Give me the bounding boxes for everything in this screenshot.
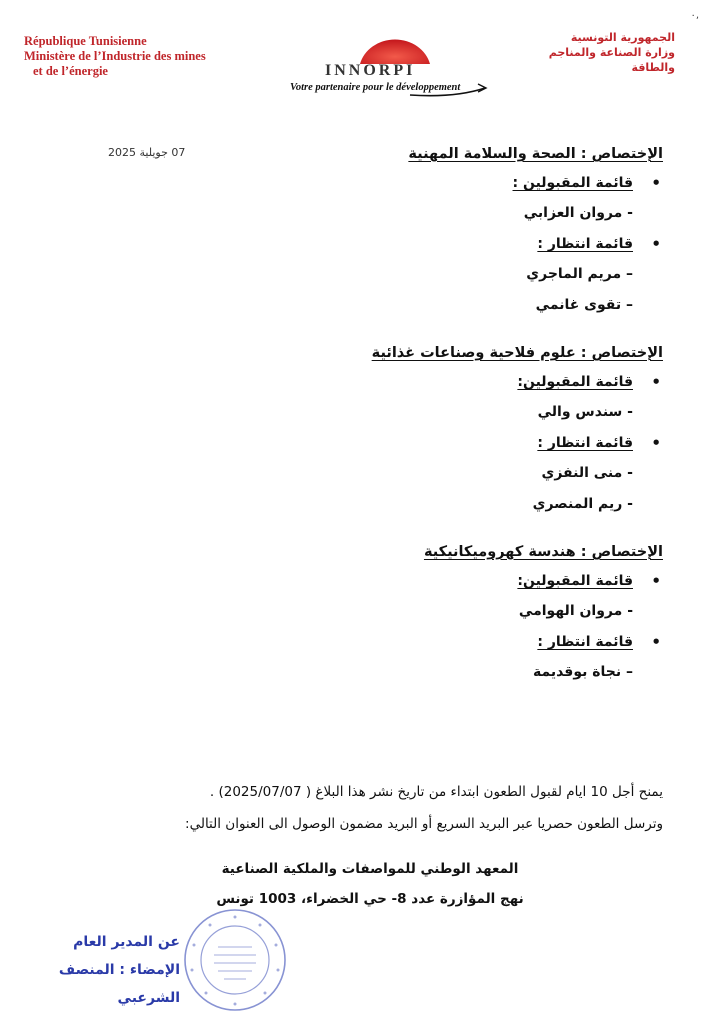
header-ar-line3: والطاقة — [631, 61, 675, 74]
signature-block — [30, 928, 180, 1012]
header-fr-line1: République Tunisienne — [24, 34, 147, 48]
document-date: 07 جويلية 2025 — [108, 146, 186, 159]
waiting-name: – تقوى غانمي — [535, 297, 633, 313]
waiting-list-label: قائمة انتظار : • — [103, 627, 633, 657]
results-list — [103, 140, 663, 688]
accepted-list-label: قائمة المقبولين : • — [103, 168, 633, 198]
waiting-list-label: قائمة انتظار : • — [103, 428, 633, 458]
notice-line1: يمنح أجل 10 ايام لقبول الطعون ابتداء من تاريخ نشر هذا البلاغ ( 2025/07/07) . — [209, 784, 663, 800]
official-stamp-icon — [180, 905, 290, 1015]
specialty-section — [103, 538, 663, 688]
address-line1: المعهد الوطني للمواصفات والملكية الصناعية — [221, 861, 519, 877]
specialty-section — [103, 140, 663, 321]
logo-tagline: Votre partenaire pour le développement — [290, 82, 461, 93]
waiting-name: – نجاة بوقديمة — [532, 664, 633, 680]
notice-line2: وترسل الطعون حصريا عبر البريد السريع أو البريد مضمون الوصول الى العنوان التالي: — [185, 816, 663, 832]
accepted-name: - سندس والي — [537, 404, 633, 420]
waiting-name: - منى النفزي — [541, 465, 633, 481]
specialty-title: الإختصاص : هندسة كهروميكانيكية — [423, 544, 663, 560]
accepted-name: - مروان العزابي — [523, 205, 633, 221]
logo-text: INNORPI — [325, 62, 416, 79]
header-french — [24, 34, 206, 79]
header-arabic — [549, 30, 675, 75]
header-fr-line3: et de l’énergie — [33, 64, 108, 78]
signature-line1: عن المدير العام — [73, 934, 180, 950]
waiting-list-label: قائمة انتظار : • — [103, 229, 633, 259]
accepted-name: - مروان الهوامي — [518, 603, 633, 619]
appeal-notice — [63, 782, 663, 834]
specialty-title: الإختصاص : الصحة والسلامة المهنية — [408, 146, 663, 162]
specialty-title: الإختصاص : علوم فلاحية وصناعات غذائية — [371, 345, 663, 361]
signature-line2: الإمضاء : المنصف الشرعبي — [58, 962, 180, 1006]
header-fr-line2: Ministère de l’Industrie des mines — [24, 49, 206, 63]
appeal-address — [180, 858, 560, 910]
header-ar-line2: وزارة الصناعة والمناجم — [548, 46, 675, 59]
waiting-name: - ريم المنصري — [532, 496, 633, 512]
corner-mark: ٠, — [690, 10, 699, 21]
accepted-list-label: قائمة المقبولين: • — [103, 566, 633, 596]
waiting-name: – مريم الماجري — [526, 266, 633, 282]
specialty-section — [103, 339, 663, 520]
header-ar-line1: الجمهورية التونسية — [570, 31, 675, 44]
address-line2: نهج المؤازرة عدد 8- حي الخضراء، 1003 تونس — [216, 891, 524, 907]
accepted-list-label: قائمة المقبولين: • — [103, 367, 633, 397]
